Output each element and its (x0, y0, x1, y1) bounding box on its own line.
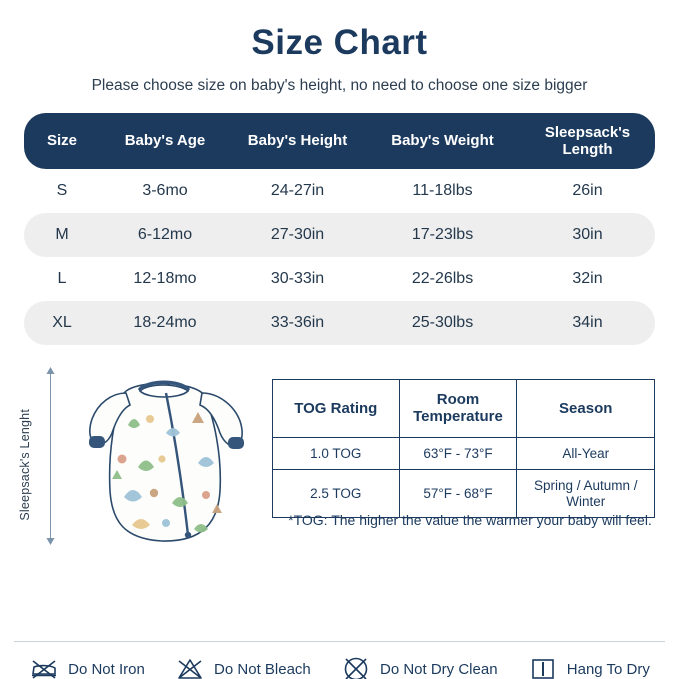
cell-room-temperature: 63°F - 73°F (399, 437, 517, 470)
cell-age: 12-18mo (133, 270, 197, 287)
cell-length: 34in (520, 301, 655, 345)
cell-length: 26in (572, 182, 603, 199)
cell-weight: 22-26lbs (411, 270, 474, 287)
cell-weight: 17-23lbs (365, 213, 520, 257)
page-subtitle: Please choose size on baby's height, no need to choose one size bigger (91, 76, 588, 94)
cell-size: S (56, 182, 68, 199)
illustration-and-tog-section (0, 359, 679, 555)
sleepsack-image (62, 363, 262, 553)
cell-size: M (24, 213, 100, 257)
size-table-header-row (24, 113, 655, 170)
care-item-do-not-dry-clean (341, 654, 498, 679)
cell-age: 18-24mo (100, 301, 230, 345)
cell-height: 30-33in (270, 270, 325, 287)
length-measure-arrow-icon (46, 367, 55, 545)
column-header-season: Season (517, 380, 655, 438)
sleepsack-illustration (62, 363, 262, 553)
size-table (24, 113, 655, 346)
cell-height: 24-27in (270, 182, 325, 199)
cell-height: 33-36in (230, 301, 365, 345)
cell-height: 27-30in (230, 213, 365, 257)
cell-size: XL (24, 301, 100, 345)
cell-season: Spring / Autumn / Winter (517, 470, 655, 518)
column-header-height: Baby's Height (230, 113, 365, 170)
cell-season: All-Year (517, 437, 655, 470)
cell-room-temperature: 57°F - 68°F (399, 470, 517, 518)
cell-age: 3-6mo (142, 182, 188, 199)
cell-age: 6-12mo (100, 213, 230, 257)
column-header-size: Size (24, 113, 100, 170)
cell-length: 32in (572, 270, 603, 287)
column-header-length: Sleepsack's Length (520, 113, 655, 170)
tog-note: *TOG: The higher the value the warmer your baby will feel. (288, 512, 652, 528)
column-header-age: Baby's Age (100, 113, 230, 170)
do-not-bleach-icon (175, 654, 205, 679)
column-header-room-temperature: Room Temperature (399, 380, 517, 438)
table-row (24, 213, 655, 257)
tog-table-head (273, 380, 655, 438)
size-table-head (24, 113, 655, 170)
care-label: Do Not Iron (68, 660, 145, 678)
care-instructions-row (0, 654, 679, 679)
hang-to-dry-icon (528, 654, 558, 679)
size-chart-page (0, 24, 679, 679)
size-table-body (24, 169, 655, 345)
cell-tog-rating: 1.0 TOG (273, 437, 400, 470)
cell-weight: 11-18lbs (412, 182, 473, 199)
do-not-dry-clean-icon (341, 654, 371, 679)
care-item-do-not-bleach (175, 654, 311, 679)
cell-weight: 25-30lbs (365, 301, 520, 345)
cell-length: 30in (520, 213, 655, 257)
table-row (273, 437, 655, 470)
do-not-iron-icon (29, 654, 59, 679)
table-row (24, 169, 655, 213)
cell-size: L (57, 270, 67, 287)
care-item-do-not-iron (29, 654, 145, 679)
care-divider (14, 641, 665, 642)
column-header-tog-rating: TOG Rating (273, 380, 400, 438)
care-label: Do Not Dry Clean (380, 660, 498, 678)
tog-table (272, 379, 655, 518)
table-row (24, 301, 655, 345)
care-item-hang-to-dry (528, 654, 650, 679)
sleepsack-length-label: Sleepsack's Lenght (18, 409, 32, 521)
table-row (24, 257, 655, 301)
care-label: Hang To Dry (566, 660, 650, 678)
cell-tog-rating: 2.5 TOG (273, 470, 400, 518)
care-label: Do Not Bleach (214, 660, 311, 678)
tog-table-body (273, 437, 655, 518)
tog-header-row (273, 380, 655, 438)
page-title: Size Chart (251, 23, 428, 62)
column-header-weight: Baby's Weight (365, 113, 520, 170)
